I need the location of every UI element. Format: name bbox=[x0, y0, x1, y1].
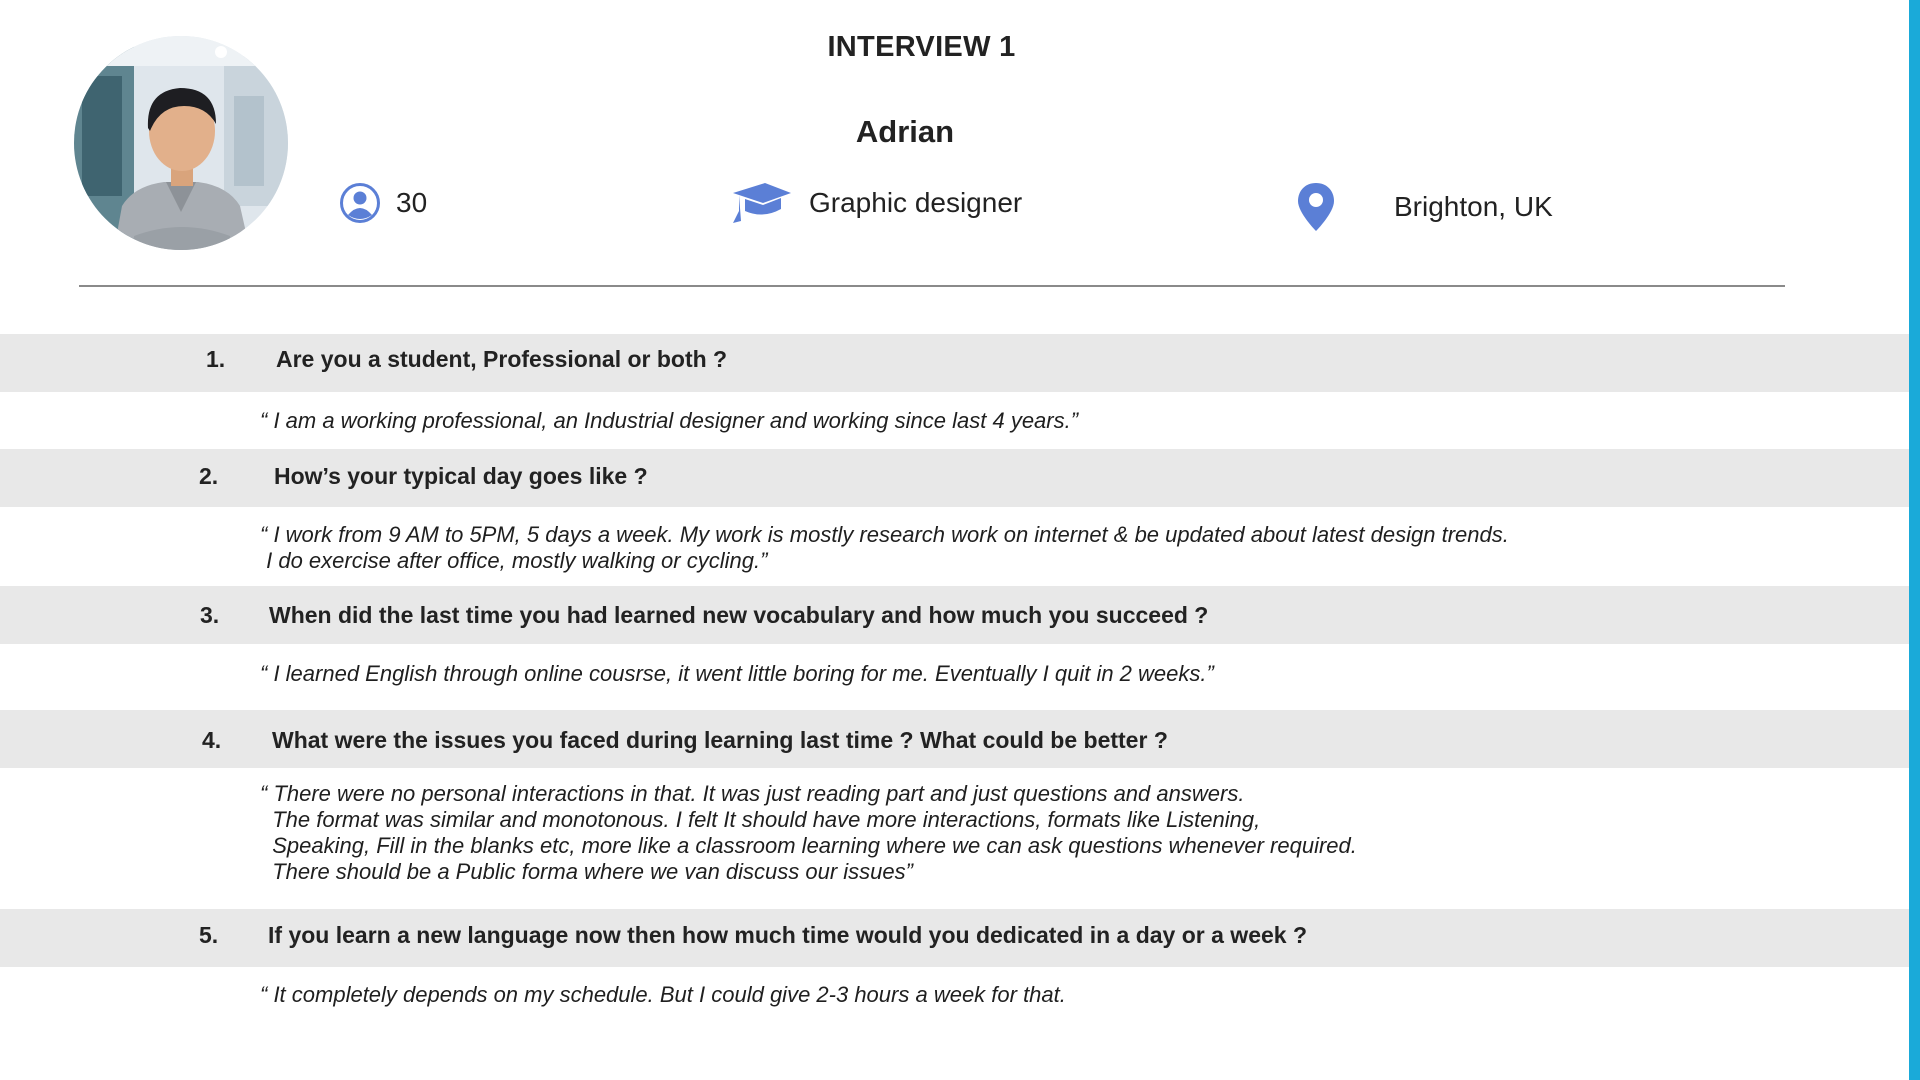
question-number: 3. bbox=[200, 602, 220, 628]
question-text: If you learn a new language now then how much time would you dedicated in a day or a week ? bbox=[268, 922, 1308, 948]
user-circle-icon bbox=[338, 181, 382, 225]
question-number: 1. bbox=[206, 346, 226, 372]
answer-text bbox=[260, 781, 1357, 885]
location-info bbox=[1296, 181, 1553, 233]
page-title: INTERVIEW 1 bbox=[827, 31, 1016, 63]
answer-line: I do exercise after office, mostly walking or cycling.” bbox=[260, 548, 768, 573]
answer-line: “ I work from 9 AM to 5PM, 5 days a week. My work is mostly research work on internet & be updated about latest design trends. bbox=[260, 522, 1509, 547]
answer-line: “ There were no personal interactions in that. It was just reading part and just questions and answers. bbox=[260, 781, 1245, 806]
question-text: How’s your typical day goes like ? bbox=[274, 463, 648, 489]
graduation-cap-icon bbox=[729, 181, 793, 225]
age-info bbox=[338, 181, 427, 225]
answer-line: “ I am a working professional, an Industrial designer and working since last 4 years.” bbox=[260, 408, 1079, 433]
question-number: 4. bbox=[202, 727, 222, 753]
header-divider bbox=[79, 285, 1785, 287]
question-text: What were the issues you faced during learning last time ? What could be better ? bbox=[272, 727, 1168, 753]
question-text: Are you a student, Professional or both ? bbox=[276, 346, 728, 372]
question-number: 5. bbox=[199, 922, 219, 948]
occupation-info bbox=[729, 181, 1022, 225]
accent-bar bbox=[1909, 0, 1920, 1080]
answer-text bbox=[260, 661, 1214, 687]
answer-line: There should be a Public forma where we van discuss our issues” bbox=[260, 859, 913, 884]
answer-text bbox=[260, 982, 1066, 1008]
map-pin-icon bbox=[1296, 181, 1336, 233]
answer-line: Speaking, Fill in the blanks etc, more like a classroom learning where we can ask questions whenever required. bbox=[260, 833, 1357, 858]
interviewee-name: Adrian bbox=[855, 114, 955, 149]
question-number: 2. bbox=[199, 463, 219, 489]
answer-text bbox=[260, 522, 1509, 574]
answer-line: “ It completely depends on my schedule. But I could give 2-3 hours a week for that. bbox=[260, 982, 1066, 1007]
answer-text bbox=[260, 408, 1078, 434]
age-value: 30 bbox=[396, 187, 428, 218]
occupation-value: Graphic designer bbox=[809, 187, 1023, 218]
answer-line: “ I learned English through online cousrse, it went little boring for me. Eventually I quit in 2 weeks.” bbox=[260, 661, 1214, 686]
location-value: Brighton, UK bbox=[1394, 191, 1553, 222]
answer-line: The format was similar and monotonous. I felt It should have more interactions, formats like Listening, bbox=[260, 807, 1261, 832]
question-text: When did the last time you had learned new vocabulary and how much you succeed ? bbox=[269, 602, 1209, 628]
